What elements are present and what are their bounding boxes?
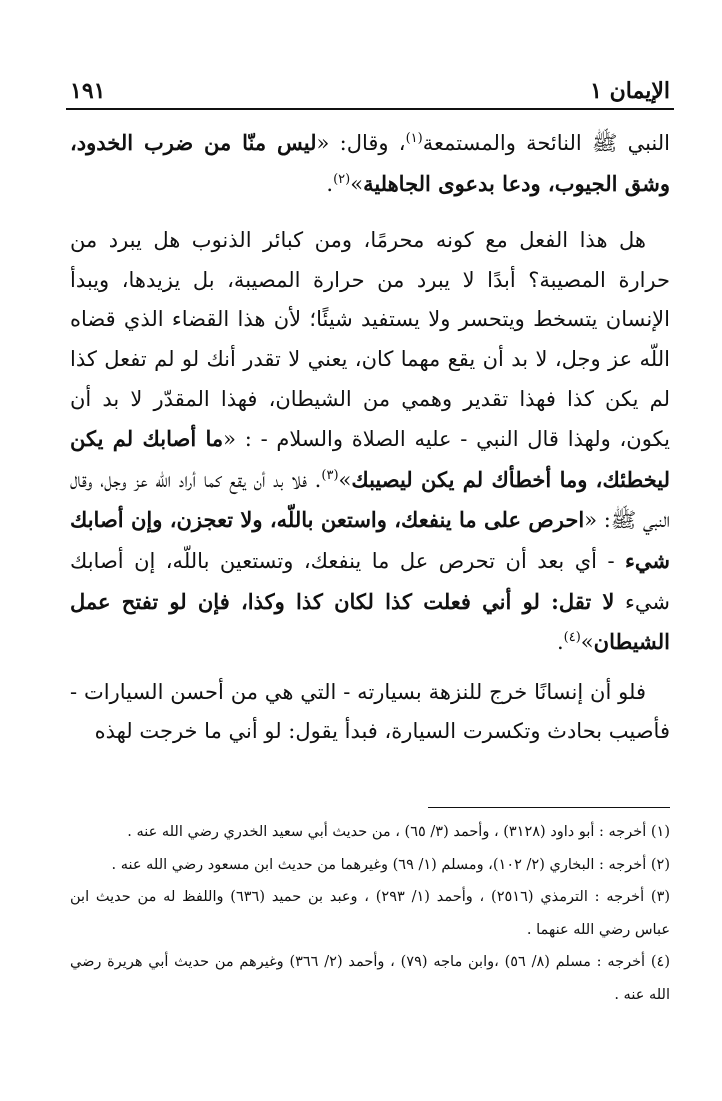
running-header	[70, 68, 670, 102]
footnote-divider	[428, 807, 670, 808]
footnote-ref-3: (٣)	[321, 467, 339, 483]
text-run: »	[338, 467, 352, 492]
footnote-4: (٤) أخرجه : مسلم (٨/ ٥٦) ،وابن ماجه (٧٩) ، وأحمد (٢/ ٣٦٦) وغيرهم من حديث أبي هريرة رضي الله عنه .	[70, 954, 670, 1003]
text-run: .	[326, 171, 334, 196]
running-title: الإيمان ١	[590, 78, 670, 104]
footnote-3: (٣) أخرجه : الترمذي (٢٥١٦) ، وأحمد (١/ ٢٩٣) ، وعبد بن حميد (٦٣٦) واللفظ له من حديث ابن عباس رضي الله عنهما .	[70, 889, 671, 938]
header-divider	[66, 108, 674, 110]
text-run: »	[350, 171, 364, 196]
paragraph-2	[70, 221, 670, 663]
hadith-quote: ليس منّا من ضرب الخدود، وشق الجيوب، ودعا بدعوى الجاهلية	[70, 130, 670, 196]
paragraph-1	[70, 123, 670, 204]
text-run: فلو أن إنسانًا خرج للنزهة بسيارته - التي هي من أحسن السيارات - فأصيب بحادث وتكسرت السيارة، فبدأ يقول: لو أني ما خرجت لهذه	[70, 679, 670, 744]
text-run: .	[556, 630, 564, 655]
text-run: هل هذا الفعل مع كونه محرمًا، ومن كبائر الذنوب هل يبرد من حرارة المصيبة؟ أبدًا لا يبرد من حرارة المصيبة، بل يزيدها، ويبدأ الإنسان يتسخط ويتحسر ولا يستفيد شيئًا؛ لأن هذا القضاء الذي قضاه اللّه عز وجل، لا بد أن يقع مهما كان، يعني لا تقدر أنك لو لم تفعل كذا لم يكن كذا فهذا تقدير وهمي من الشيطان، فهذا المقدّر لا بد أن يكون، ولهذا قال النبي - عليه الصلاة والسلام - : «	[70, 228, 670, 452]
footnotes	[70, 816, 670, 1011]
text-run: ، وقال: «	[316, 131, 406, 155]
hadith-quote: ما أصابك لم يكن ليخطئك، وما أخطأك لم يكن ليصيبك	[70, 426, 671, 492]
text-run: النبي ﷺ النائحة والمستمعة	[422, 131, 671, 155]
footnote-2: (٢) أخرجه : البخاري (٢/ ١٠٢)، ومسلم (١/ ٦٩) وغيرهما من حديث ابن مسعود رضي الله عنه .	[111, 856, 670, 873]
page-number: ١٩١	[70, 78, 106, 104]
hadith-quote: احرص على ما ينفعك، واستعن باللّه، ولا تعجزن، وإن أصابك شيء	[70, 507, 670, 573]
footnote-ref-4: (٤)	[563, 630, 581, 646]
footnote-1: (١) أخرجه : أبو داود (٣١٢٨) ، وأحمد (٣/ ٦٥) ، من حديث أبي سعيد الخدري رضي الله عنه .	[127, 824, 670, 840]
footnote-ref-1: (١)	[405, 131, 423, 146]
text-run: »	[580, 630, 594, 655]
paragraph-3	[70, 673, 670, 752]
text-run: - أي بعد أن تحرص عل ما ينفعك، وتستعين باللّه، إن أصابك شيء	[70, 548, 670, 614]
footnote-ref-2: (٢)	[333, 171, 351, 187]
main-text	[70, 123, 670, 752]
text-run: . فلا بد أن يقع كما أراد اللّه عز وجل، وقال النبي ﷺ: «	[70, 467, 670, 533]
hadith-quote: لا تقل: لو أني فعلت كذا لكان كذا وكذا، فإن لو تفتح عمل الشيطان	[70, 588, 670, 655]
